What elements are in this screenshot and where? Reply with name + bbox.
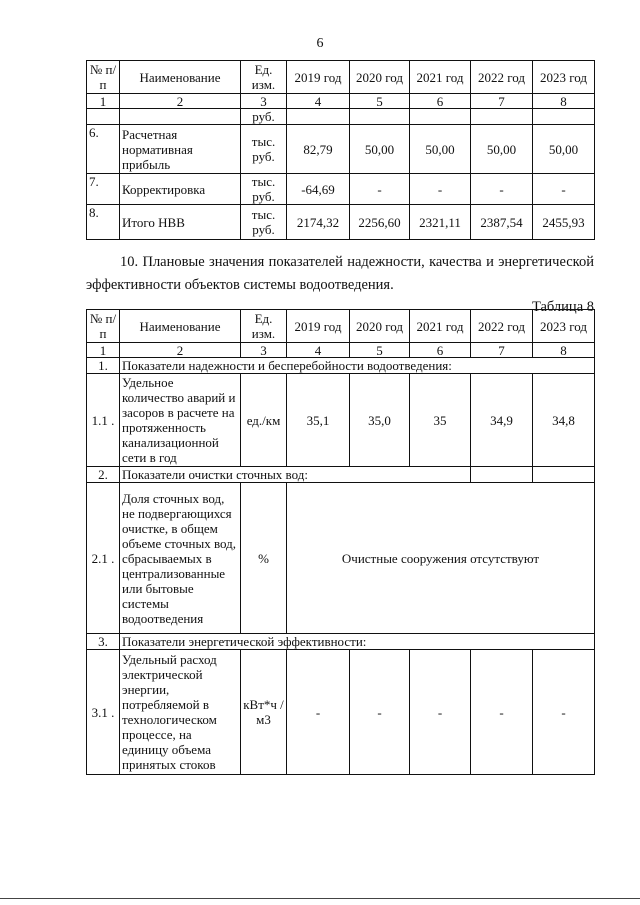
section-title: Показатели энергетической эффективности:	[120, 634, 595, 650]
row-num: 2.1 .	[87, 483, 120, 634]
column-number: 1	[87, 343, 120, 358]
column-number: 1	[87, 94, 120, 109]
row-value: 2387,54	[471, 205, 533, 240]
row-value: -	[533, 650, 595, 775]
column-number: 2	[120, 343, 241, 358]
table-row	[87, 125, 595, 174]
column-number: 7	[471, 94, 533, 109]
header-unit: Ед. изм.	[241, 61, 287, 94]
row-unit: кВт*ч /м3	[241, 650, 287, 775]
section-row	[87, 358, 595, 374]
row-value: 2174,32	[287, 205, 350, 240]
table-row	[87, 205, 595, 240]
page-number: 6	[316, 36, 324, 51]
row-name: Расчетная нормативная прибыль	[120, 125, 241, 174]
row-unit: ед./км	[241, 374, 287, 467]
row-value: -	[350, 174, 410, 205]
row-value: 35	[410, 374, 471, 467]
header-year: 2021 год	[410, 310, 471, 343]
column-number: 6	[410, 94, 471, 109]
row-value: 50,00	[471, 125, 533, 174]
row-name: Удельный расход электрической энергии, потребляемой в технологическом процессе, на единицу объема принятых стоков	[120, 650, 241, 775]
header-name: Наименование	[120, 61, 241, 94]
header-year: 2022 год	[471, 61, 533, 94]
header-num: № п/п	[87, 310, 120, 343]
row-unit: тыс. руб.	[241, 174, 287, 205]
row-num: 8.	[87, 205, 120, 240]
column-number: 5	[350, 94, 410, 109]
row-name: Итого НВВ	[120, 205, 241, 240]
row-value: 50,00	[533, 125, 595, 174]
column-number: 6	[410, 343, 471, 358]
header-year: 2020 год	[350, 61, 410, 94]
row-num: 6.	[87, 125, 120, 174]
column-number-row	[87, 94, 595, 109]
section-row	[87, 634, 595, 650]
row-value: 2256,60	[350, 205, 410, 240]
section-paragraph: 10. Плановые значения показателей надежности, качества и энергетической эффективности объектов системы водоотведения.	[86, 254, 594, 293]
header-year: 2019 год	[287, 310, 350, 343]
row-num: 1.1 .	[87, 374, 120, 467]
row-value: 50,00	[410, 125, 471, 174]
row-name: Удельное количество аварий и засоров в расчете на протяженность канализационной сети в год	[120, 374, 241, 467]
table-header-row	[87, 310, 595, 343]
row-value: 2321,11	[410, 205, 471, 240]
header-num: № п/п	[87, 61, 120, 94]
table-row	[87, 650, 595, 775]
header-name: Наименование	[120, 310, 241, 343]
table-row	[87, 483, 595, 634]
indicators-table	[86, 309, 595, 775]
header-year: 2019 год	[287, 61, 350, 94]
table-label: Таблица 8	[531, 299, 594, 315]
row-value: -	[533, 174, 595, 205]
column-number: 8	[533, 343, 595, 358]
row-value: 2455,93	[533, 205, 595, 240]
column-number: 5	[350, 343, 410, 358]
section-num: 2.	[87, 467, 120, 483]
header-year: 2020 год	[350, 310, 410, 343]
column-number: 7	[471, 343, 533, 358]
row-value: -	[287, 650, 350, 775]
header-year: 2023 год	[533, 310, 595, 343]
section-row	[87, 467, 595, 483]
row-num: 3.1 .	[87, 650, 120, 775]
column-number: 2	[120, 94, 241, 109]
row-value: 82,79	[287, 125, 350, 174]
column-number: 8	[533, 94, 595, 109]
row-value: -	[471, 650, 533, 775]
table-header-row	[87, 61, 595, 94]
row-value: -	[410, 650, 471, 775]
row-value: 34,8	[533, 374, 595, 467]
row-value: -	[350, 650, 410, 775]
column-number: 3	[241, 94, 287, 109]
column-number: 4	[287, 94, 350, 109]
merged-value: Очистные сооружения отсутствуют	[287, 483, 595, 634]
row-name: Корректировка	[120, 174, 241, 205]
row-value: -64,69	[287, 174, 350, 205]
row-unit: тыс. руб.	[241, 205, 287, 240]
page-edge-line	[0, 898, 640, 899]
unit-cell: руб.	[241, 109, 287, 125]
column-number: 3	[241, 343, 287, 358]
row-value: 50,00	[350, 125, 410, 174]
budget-table	[86, 60, 595, 240]
section-title: Показатели очистки сточных вод:	[120, 467, 471, 483]
row-value: -	[471, 174, 533, 205]
section-num: 3.	[87, 634, 120, 650]
row-value: -	[410, 174, 471, 205]
row-value: 34,9	[471, 374, 533, 467]
row-value: 35,0	[350, 374, 410, 467]
section-title: Показатели надежности и бесперебойности водоотведения:	[120, 358, 595, 374]
row-num: 7.	[87, 174, 120, 205]
header-year: 2021 год	[410, 61, 471, 94]
section-num: 1.	[87, 358, 120, 374]
row-value: 35,1	[287, 374, 350, 467]
header-unit: Ед. изм.	[241, 310, 287, 343]
row-name: Доля сточных вод, не подвергающихся очистке, в общем объеме сточных вод, сбрасываемых в централизованные или бытовые системы водоотведения	[120, 483, 241, 634]
column-number-row	[87, 343, 595, 358]
header-year: 2023 год	[533, 61, 595, 94]
table-row	[87, 374, 595, 467]
row-unit: тыс. руб.	[241, 125, 287, 174]
header-year: 2022 год	[471, 310, 533, 343]
row-unit: %	[241, 483, 287, 634]
table-row	[87, 174, 595, 205]
table-row	[87, 109, 595, 125]
column-number: 4	[287, 343, 350, 358]
